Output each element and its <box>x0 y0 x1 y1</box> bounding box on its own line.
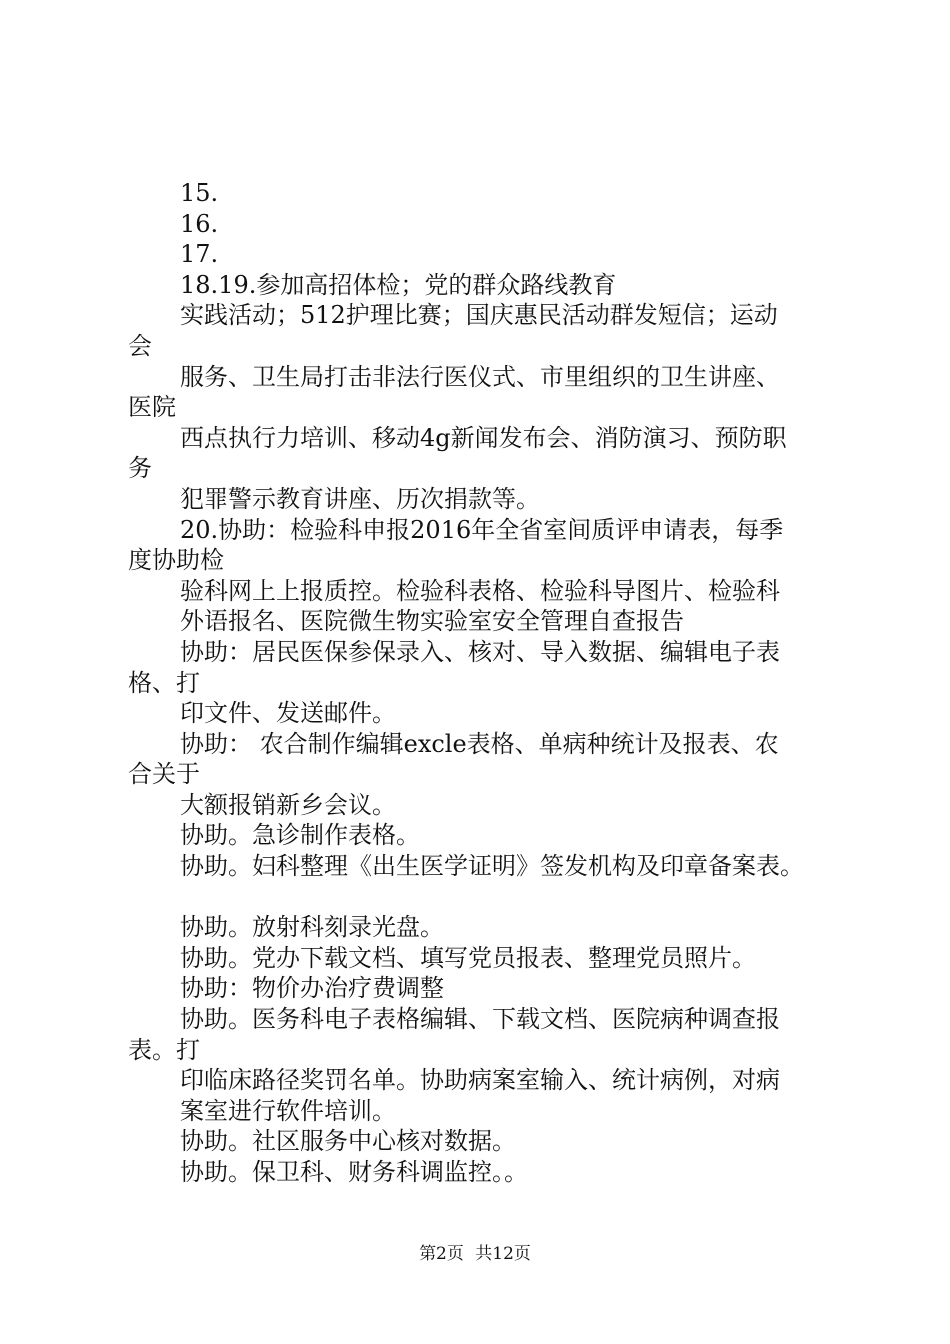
text-line: 度协助检 <box>128 546 224 575</box>
text-line: 协助。保卫科、财务科调监控。。 <box>180 1158 528 1186</box>
text-line: 协助：物价办治疗费调整 <box>180 974 444 1003</box>
text-line: 验科网上上报质控。检验科表格、检验科导图片、检验科 <box>180 576 780 605</box>
text-line: 医院 <box>128 393 176 422</box>
text-line: 印临床路径奖罚名单。协助病案室输入、统计病例，对病 <box>180 1066 780 1095</box>
document-body <box>128 178 853 1188</box>
text-line: 实践活动；512护理比赛；国庆惠民活动群发短信；运动 <box>180 301 778 330</box>
text-line: 协助。党办下载文档、填写党员报表、整理党员照片。 <box>180 943 756 972</box>
text-line: 协助：居民医保参保录入、核对、导入数据、编辑电子表 <box>180 637 780 666</box>
text-line: 西点执行力培训、移动4g新闻发布会、消防演习、预防职 <box>180 423 787 452</box>
text-line: 印文件、发送邮件。 <box>180 699 396 728</box>
text-line: 15. <box>180 179 219 207</box>
text-line: 协助。妇科整理《出生医学证明》签发机构及印章备案表。 <box>180 852 804 881</box>
text-line: 20.协助：检验科申报2016年全省室间质评申请表，每季 <box>180 515 784 544</box>
page-footer <box>0 1243 950 1265</box>
text-line: 合关于 <box>128 760 200 789</box>
text-line: 协助。医务科电子表格编辑、下载文档、医院病种调查报 <box>180 1005 780 1034</box>
text-line: 格、打 <box>128 668 200 697</box>
blank-line <box>128 882 853 913</box>
page-total: 共12页 <box>475 1244 531 1264</box>
text-line: 服务、卫生局打击非法行医仪式、市里组织的卫生讲座、 <box>180 362 780 391</box>
text-line: 犯罪警示教育讲座、历次捐款等。 <box>180 484 540 513</box>
text-line: 外语报名、医院微生物实验室安全管理自查报告 <box>180 607 684 636</box>
text-line: 17. <box>180 240 219 269</box>
text-line: 协助。社区服务中心核对数据。 <box>180 1127 516 1156</box>
text-line: 大额报销新乡会议。 <box>180 790 396 819</box>
text-line: 会 <box>128 331 152 360</box>
text-line: 协助： 农合制作编辑excle表格、单病种统计及报表、农 <box>180 729 779 758</box>
text-line: 案室进行软件培训。 <box>180 1096 396 1125</box>
text-line: 务 <box>128 454 152 483</box>
text-line: 18.19.参加高招体检；党的群众路线教育 <box>180 270 617 299</box>
text-line: 协助。急诊制作表格。 <box>180 821 420 850</box>
text-line: 表。打 <box>128 1035 200 1064</box>
text-line: 16. <box>180 209 219 238</box>
text-line: 协助。放射科刻录光盘。 <box>180 913 444 942</box>
page-number: 第2页 <box>419 1244 464 1264</box>
